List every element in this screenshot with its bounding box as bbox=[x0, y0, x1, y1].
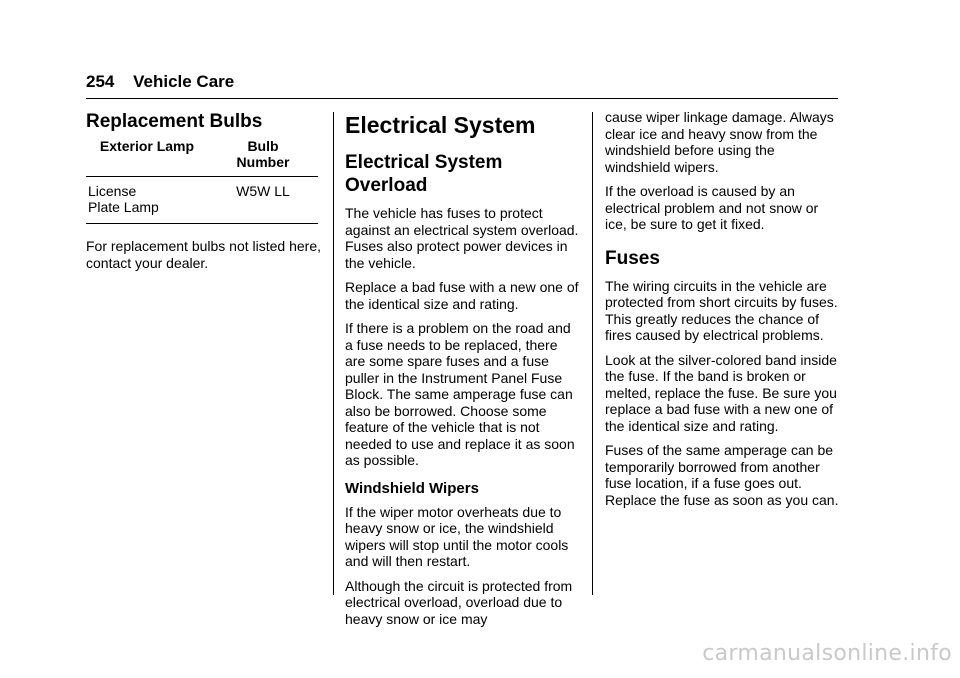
column-divider-1 bbox=[333, 112, 334, 595]
table-header-row bbox=[86, 138, 318, 177]
overload-heading: Electrical System Overload bbox=[345, 152, 503, 196]
bulb-note: For replacement bulbs not listed here, contact your dealer. bbox=[86, 238, 322, 271]
section-title: Vehicle Care bbox=[133, 72, 235, 91]
fuses-heading: Fuses bbox=[605, 247, 660, 269]
wipers-paragraph-1: If the wiper motor overheats due to heavy snow or ice, the windshield wipers will stop until the motor cools and will then restart. bbox=[345, 503, 569, 569]
table-cell-bulb: W5W LL bbox=[236, 183, 290, 199]
table-header-exterior-lamp: Exterior Lamp bbox=[99, 138, 195, 154]
overload-paragraph-3: If there is a problem on the road and a fuse needs to be replaced, there are some spare fuses and a fuse puller in the Instrument Panel Fuse Block. The same amperage fuse can also be borrowed. Choose some feature of the vehicle that is not needed to use and replace it as soon as possible. bbox=[345, 320, 575, 468]
fuses-paragraph-2: Look at the silver-colored band inside the fuse. If the band is broken or melted, replace the fuse. Be sure you replace a bad fuse with a new one of the identical size and rating. bbox=[605, 351, 837, 434]
fuses-paragraph-1: The wiring circuits in the vehicle are protected from short circuits by fuses. This greatly reduces the chance of fires caused by electrical problems. bbox=[605, 277, 838, 343]
page-number: 254 bbox=[86, 72, 115, 91]
windshield-wipers-heading: Windshield Wipers bbox=[345, 479, 479, 497]
overload-paragraph-2: Replace a bad fuse with a new one of the identical size and rating. bbox=[345, 279, 579, 312]
header-rule bbox=[86, 98, 838, 99]
watermark: carmanualsonline.info bbox=[702, 641, 952, 666]
left-column bbox=[86, 110, 324, 279]
page-header bbox=[86, 72, 234, 92]
overload-paragraph-1: The vehicle has fuses to protect against an electrical system overload. Fuses also protect power devices in the vehicle. bbox=[345, 205, 579, 271]
table-header-bulb-number: Bulb Number bbox=[236, 138, 290, 170]
fuses-paragraph-3: Fuses of the same amperage can be temporarily borrowed from another fuse location, if a fuse goes out. Replace the fuse as soon as you can. bbox=[605, 442, 839, 508]
table-cell-lamp: License Plate Lamp bbox=[88, 183, 159, 215]
electrical-system-heading: Electrical System bbox=[345, 112, 536, 138]
middle-column bbox=[345, 111, 581, 635]
wipers-paragraph-4: If the overload is caused by an electrical problem and not snow or ice, be sure to get it fixed. bbox=[605, 183, 819, 232]
right-column bbox=[605, 109, 841, 516]
column-divider-2 bbox=[592, 112, 593, 595]
wipers-paragraph-2: Although the circuit is protected from electrical overload, overload due to heavy snow or ice may bbox=[345, 577, 573, 627]
wipers-paragraph-3: cause wiper linkage damage. Always clear ice and heavy snow from the windshield before using the windshield wipers. bbox=[605, 109, 834, 175]
table-row bbox=[86, 177, 318, 224]
bulb-table bbox=[86, 138, 318, 224]
replacement-bulbs-heading: Replacement Bulbs bbox=[86, 111, 263, 132]
